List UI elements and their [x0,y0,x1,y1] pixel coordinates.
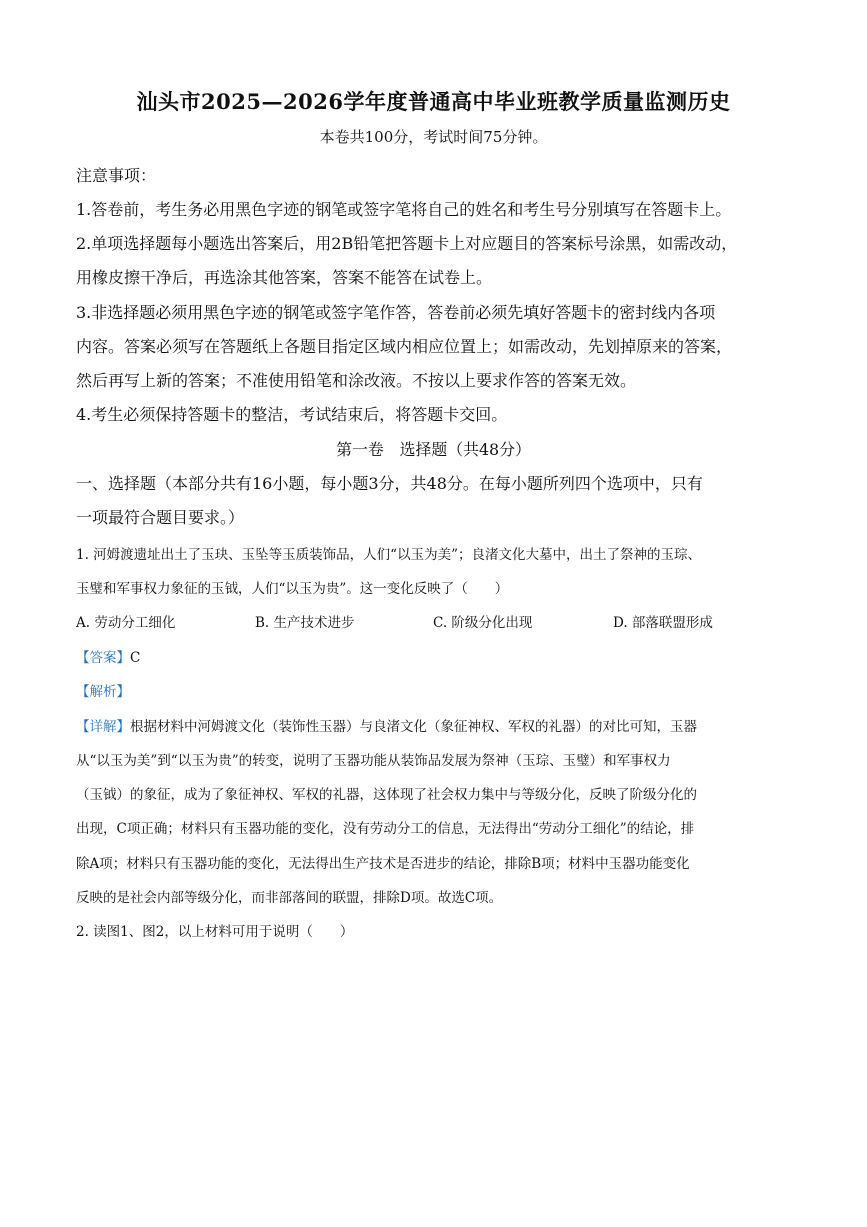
q1-answer [76,648,140,668]
q1-detail-line: 除A项；材料只有玉器功能的变化，无法得出生产技术是否进步的结论，排除B项；材料中玉器功能变化 [76,856,690,872]
analysis-tag: 【解析】 [76,684,130,700]
q1-detail-line: （玉钺）的象征，成为了象征神权、军权的礼器，这体现了社会权力集中与等级分化，反映了阶级分化的 [76,787,697,803]
notice-line: 内容。答案必须写在答题纸上各题目指定区域内相应位置上；如需改动，先划掉原来的答案， [76,337,733,356]
q1-stem-line: 1. 河姆渡遗址出土了玉玦、玉坠等玉质装饰品，人们“以玉为美”；良渚文化大墓中，出土了祭神的玉琮、 [76,547,701,563]
detail-text: 根据材料中河姆渡文化（装饰性玉器）与良渚文化（象征神权、军权的礼器）的对比可知，玉器 [130,719,697,735]
q1-stem-line: 玉璧和军事权力象征的玉钺，人们“以玉为贵”。这一变化反映了（ ） [76,581,509,597]
notice-line: 2.单项选择题每小题选出答案后，用2B铅笔把答题卡上对应题目的答案标号涂黑，如需改动， [76,234,738,253]
page-title: 汕头市2025—2026学年度普通高中毕业班教学质量监测历史 [136,89,731,114]
notice-line: 用橡皮擦干净后，再选涂其他答案，答案不能答在试卷上。 [76,268,493,287]
exam-info: 本卷共100分，考试时间75分钟。 [319,128,548,146]
q1-option-b: B. 生产技术进步 [255,615,355,631]
part-intro-line: 一、选择题（本部分共有16小题，每小题3分，共48分。在每小题所列四个选项中，只有 [76,474,703,493]
notice-line: 3.非选择题必须用黑色字迹的钢笔或签字笔作答，答卷前必须先填好答题卡的密封线内各项 [76,303,716,322]
answer-tag: 【答案】 [76,650,130,666]
answer-value: C [130,650,141,666]
q1-detail-line: 反映的是社会内部等级分化，而非部落间的联盟，排除D项。故选C项。 [76,890,503,906]
q1-option-c: C. 阶级分化出现 [433,615,533,631]
notice-line: 4.考生必须保持答题卡的整洁，考试结束后，将答题卡交回。 [76,405,508,424]
section-title: 第一卷 选择题（共48分） [336,440,531,459]
detail-tag: 【详解】 [76,719,130,735]
part-intro-line: 一项最符合题目要求。） [76,508,245,527]
q1-detail-line: 从“以玉为美”到“以玉为贵”的转变，说明了玉器功能从装饰品发展为祭神（玉琮、玉璧）和军事权力 [76,753,671,769]
q1-analysis-tag [76,682,130,702]
q1-option-d: D. 部落联盟形成 [613,615,713,631]
notice-heading: 注意事项： [76,166,157,185]
q1-detail-line: 出现，C项正确；材料只有玉器功能的变化，没有劳动分工的信息，无法得出“劳动分工细化”的结论，排 [76,821,695,837]
q2-stem: 2. 读图1、图2，以上材料可用于说明（ ） [76,924,354,940]
q1-detail-line [76,717,697,737]
q1-option-a: A. 劳动分工细化 [76,615,176,631]
notice-line: 1.答卷前，考生务必用黑色字迹的钢笔或签字笔将自己的姓名和考生号分别填写在答题卡上。 [76,200,732,219]
notice-line: 然后再写上新的答案；不准使用铅笔和涂改液。不按以上要求作答的答案无效。 [76,371,637,390]
